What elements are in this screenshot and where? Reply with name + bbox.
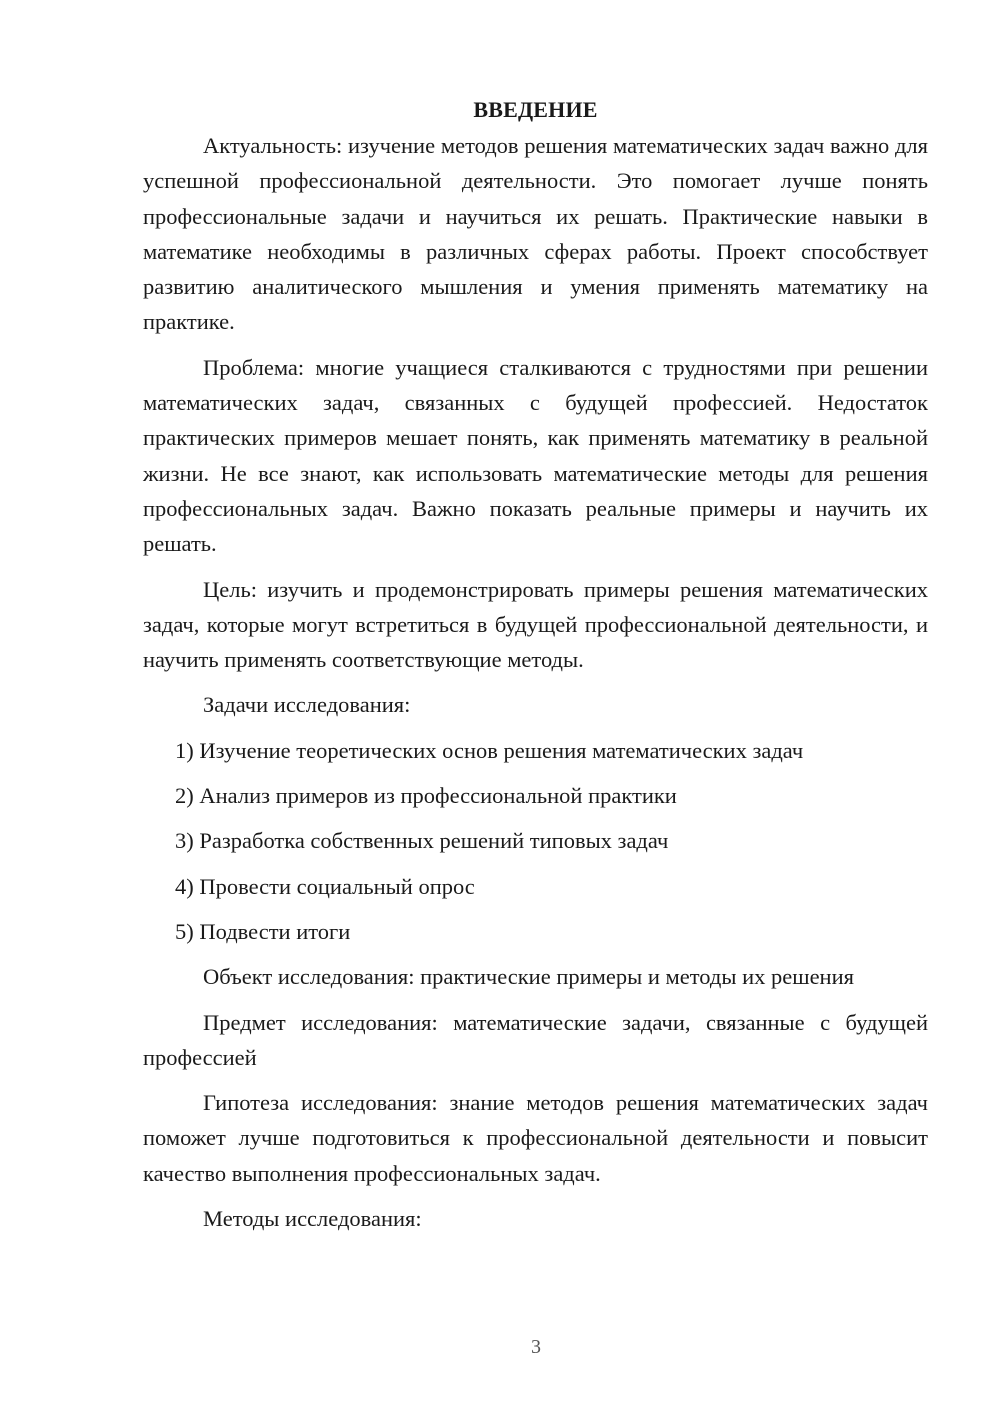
goal-paragraph: Цель: изучить и продемонстрировать примеры решения математических задач, которые могут встретиться в будущей профессиональной деятельности, и научить применять соответствующие методы. — [143, 576, 928, 673]
list-item: 2) Анализ примеров из профессиональной практики — [175, 783, 677, 809]
tasks-heading: Задачи исследования: — [203, 692, 411, 718]
problem-paragraph: Проблема: многие учащиеся сталкиваются с трудностями при решении математических задач, связанных с будущей профессией. Недостаток практических примеров мешает понять, как применять математику в реальной жизни. Не все знают, как использовать математические методы для решения профессиональных задач. Важно показать реальные примеры и научить их решать. — [143, 354, 928, 557]
hypothesis-paragraph: Гипотеза исследования: знание методов решения математических задач поможет лучше подготовиться к профессиональной деятельности и повысит качество выполнения профессиональных задач. — [143, 1090, 928, 1186]
relevance-paragraph: Актуальность: изучение методов решения математических задач важно для успешной профессиональной деятельности. Это помогает лучше понять профессиональные задачи и научиться их решать. Практические навыки в математике необходимы в различных сферах работы. Проект способствует развитию аналитического мышления и умения применять математику на практике. — [143, 133, 928, 335]
methods-heading: Методы исследования: — [203, 1206, 422, 1232]
list-item: 1) Изучение теоретических основ решения математических задач — [175, 737, 804, 763]
list-item: 5) Подвести итоги — [175, 918, 351, 944]
list-item: 3) Разработка собственных решений типовых задач — [175, 828, 669, 854]
tasks-list — [143, 733, 928, 949]
list-item: 4) Провести социальный опрос — [175, 873, 475, 899]
page-title: ВВЕДЕНИЕ — [473, 97, 598, 122]
object-paragraph: Объект исследования: практические примеры и методы их решения — [203, 964, 854, 990]
subject-paragraph: Предмет исследования: математические задачи, связанные с будущей профессией — [143, 1009, 928, 1070]
document-page — [143, 95, 928, 1246]
page-number: 3 — [531, 1336, 541, 1358]
